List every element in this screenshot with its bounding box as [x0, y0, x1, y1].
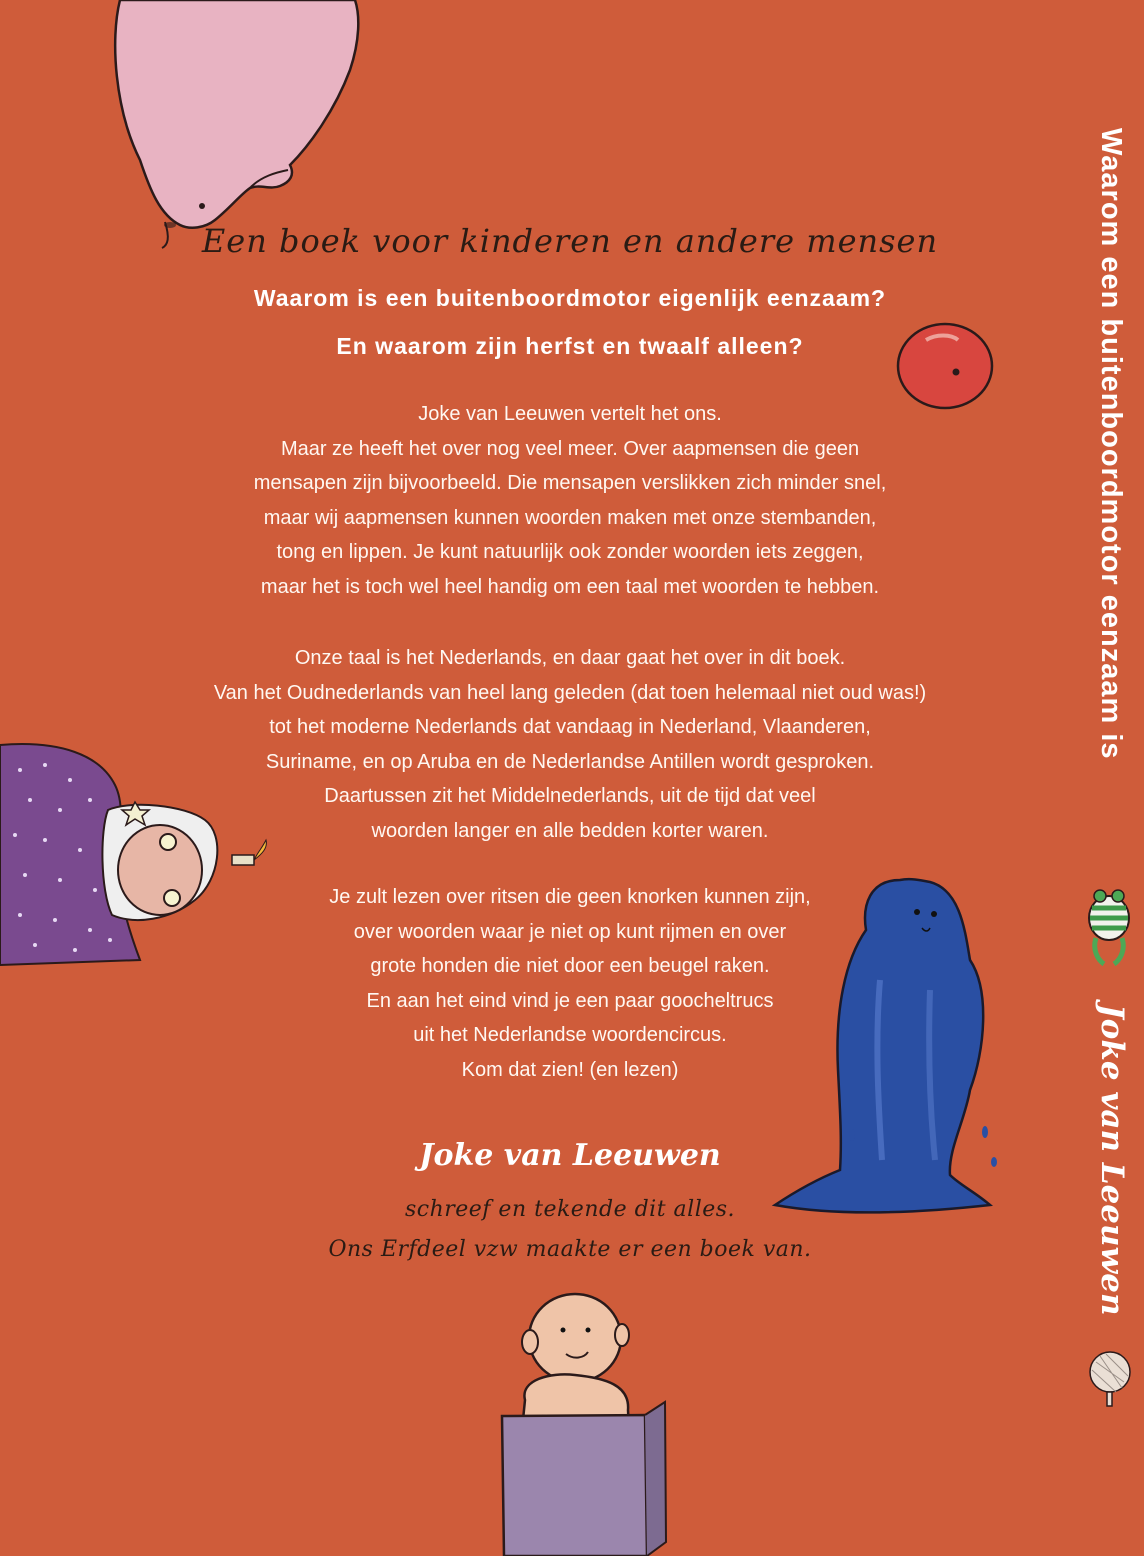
pig-illustration — [110, 0, 370, 250]
question-line-2: En waarom zijn herfst en twaalf alleen? — [336, 333, 804, 359]
paragraph-3-line: Je zult lezen over ritsen die geen knorken kunnen zijn, — [329, 886, 811, 908]
paragraph-1-line: Joke van Leeuwen vertelt het ons. — [418, 403, 722, 425]
paragraph-1-line: maar het is toch wel heel handig om een taal met woorden te hebben. — [260, 575, 880, 598]
paragraph-3-line: uit het Nederlandse woordencircus. — [413, 1024, 727, 1047]
paragraph-2-line: Van het Oudnederlands van heel lang geleden (dat toen helemaal niet oud was!) — [213, 681, 927, 704]
paragraph-3-line: En aan het eind vind je een paar goocheltrucs — [366, 989, 774, 1012]
paragraph-2-line: Suriname, en op Aruba en de Nederlandse Antillen wordt gesproken. — [265, 750, 875, 773]
credit-line-2: Ons Erfdeel vzw maakte er een boek van. — [328, 1237, 812, 1262]
paragraph-3 — [140, 880, 1000, 1088]
paragraph-2-line: Daartussen zit het Middelnederlands, uit de tijd dat veel — [324, 785, 816, 808]
paragraph-2-line: Onze taal is het Nederlands, en daar gaat het over in dit boek. — [294, 647, 846, 669]
paragraph-2 — [140, 641, 1000, 849]
paragraph-3-line: grote honden die niet door een beugel raken. — [370, 955, 770, 978]
paragraph-2-line: tot het moderne Nederlands dat vandaag in Nederland, Vlaanderen, — [269, 716, 871, 739]
paragraph-1-line: Maar ze heeft het over nog veel meer. Over aapmensen die geen — [280, 437, 860, 460]
baby-in-box-illustration — [490, 1290, 680, 1556]
author-name: Joke van Leeuwen — [419, 1138, 721, 1173]
tree-logo-icon — [1086, 1350, 1134, 1408]
paragraph-2-line: woorden langer en alle bedden korter waren. — [371, 819, 769, 842]
tagline: Een boek voor kinderen en andere mensen — [201, 222, 939, 260]
spine-title: Waarom een buitenboordmotor eenzaam is — [1095, 128, 1127, 760]
credit-line-1: schreef en tekende dit alles. — [404, 1197, 736, 1222]
paragraph-1-line: tong en lippen. Je kunt natuurlijk ook zonder woorden iets zeggen, — [276, 541, 864, 564]
paragraph-1-line: mensapen zijn bijvoorbeeld. Die mensapen verslikken zich minder snel, — [253, 472, 887, 495]
paragraph-1 — [140, 397, 1000, 605]
spine-author: Joke van Leeuwen — [1094, 1004, 1130, 1316]
question-line-1: Waarom is een buitenboordmotor eigenlijk eenzaam? — [253, 285, 887, 311]
paragraph-3-line: Kom dat zien! (en lezen) — [461, 1058, 679, 1081]
paragraph-1-line: maar wij aapmensen kunnen woorden maken met onze stembanden, — [263, 506, 877, 529]
paragraph-3-line: over woorden waar je niet op kunt rijmen en over — [353, 920, 787, 943]
frog-illustration — [1084, 888, 1134, 968]
